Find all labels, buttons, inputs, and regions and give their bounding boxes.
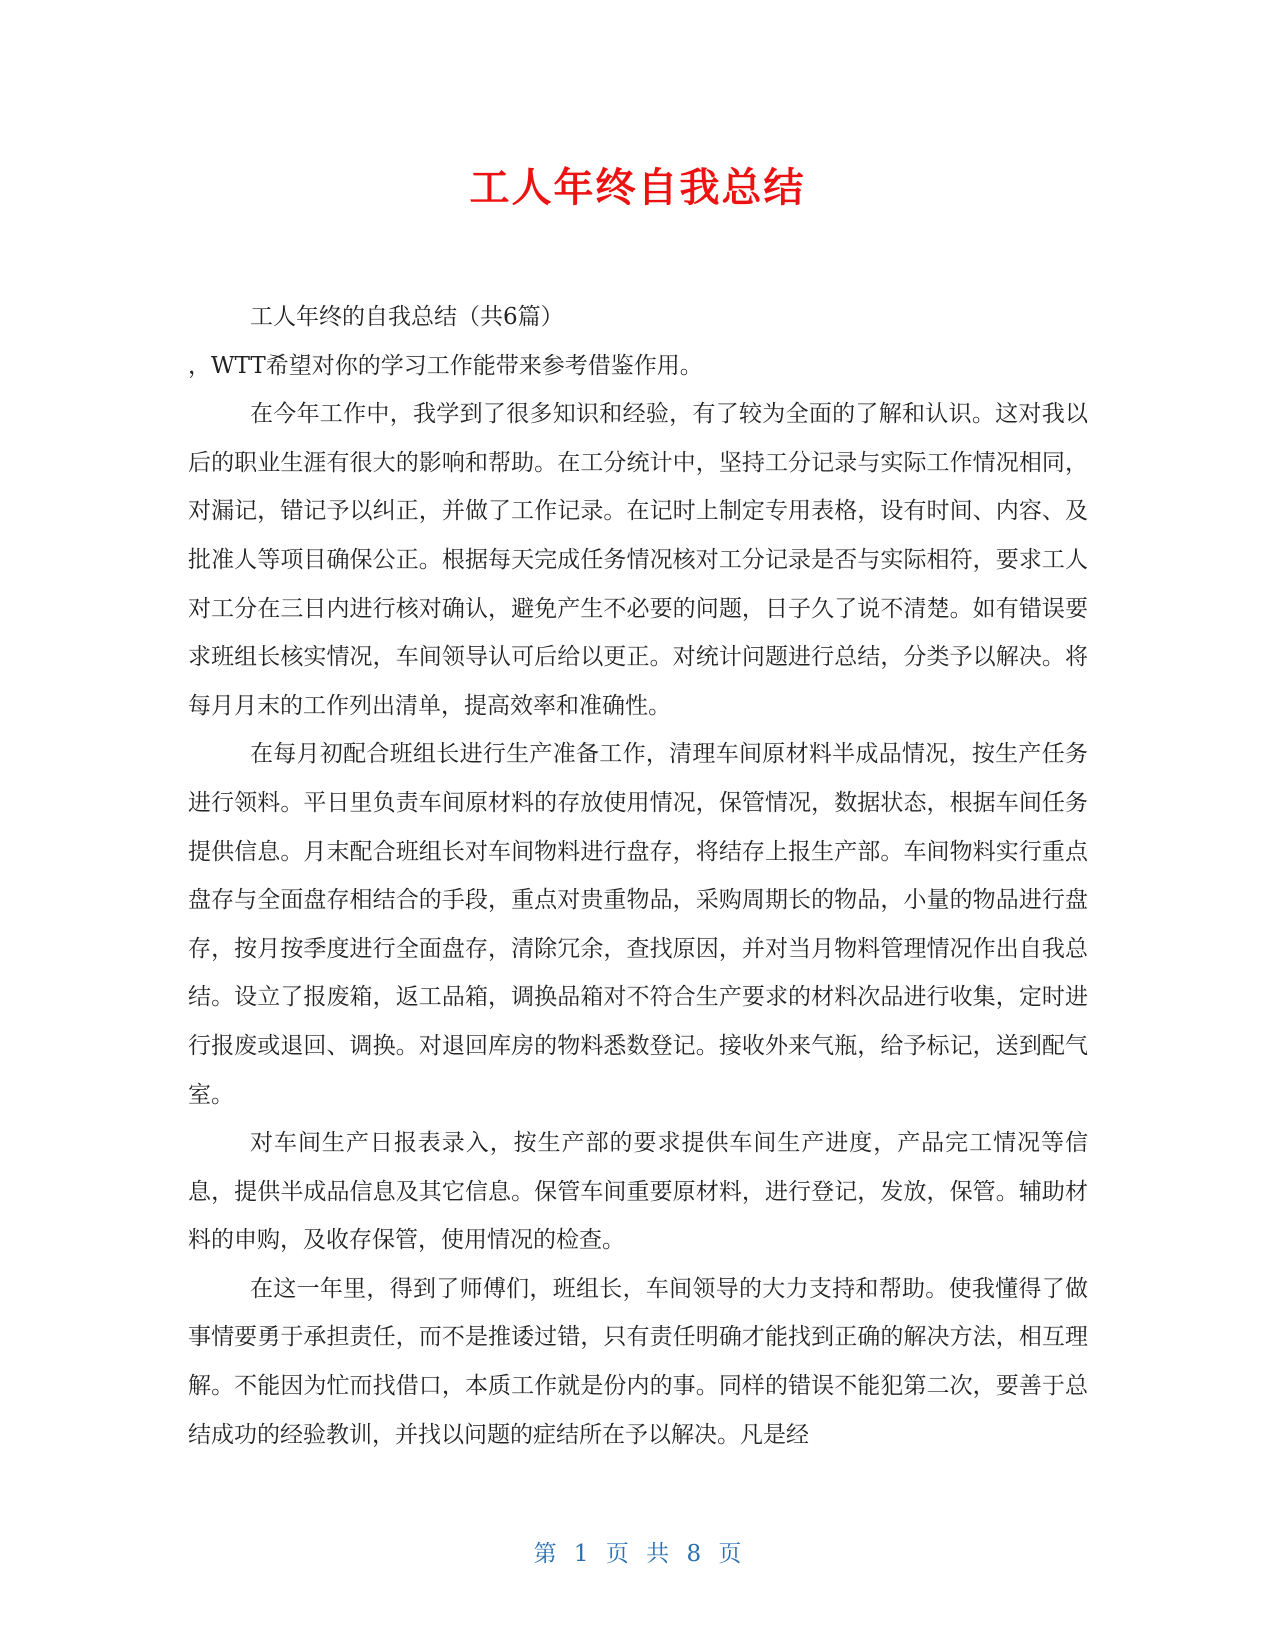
subtitle-paragraph: 工人年终的自我总结（共6篇） <box>250 304 564 330</box>
document-title: 工人年终自我总结 <box>469 165 806 211</box>
page-number-footer: 第 1 页 共 8 页 <box>533 1541 742 1567</box>
body-paragraph: 对车间生产日报表录入，按生产部的要求提供车间生产进度，产品完工情况等信息，提供半成品信息及其它信息。保管车间重要原材料，进行登记，发放，保管。辅助材料的申购，及收存保管，使用情况的检查。 <box>188 1130 1088 1254</box>
document-body <box>188 293 1088 1459</box>
body-paragraph: 在每月初配合班组长进行生产准备工作，清理车间原材料半成品情况，按生产任务进行领料。平日里负责车间原材料的存放使用情况，保管情况，数据状态，根据车间任务提供信息。月末配合班组长对车间物料进行盘存，将结存上报生产部。车间物料实行重点盘存与全面盘存相结合的手段，重点对贵重物品，采购周期长的物品，小量的物品进行盘存，按月按季度进行全面盘存，清除冗余，查找原因，并对当月物料管理情况作出自我总结。设立了报废箱，返工品箱，调换品箱对不符合生产要求的材料次品进行收集，定时进行报废或退回、调换。对退回库房的物料悉数登记。接收外来气瓶，给予标记，送到配气室。 <box>188 741 1088 1108</box>
body-paragraph: 在这一年里，得到了师傅们，班组长，车间领导的大力支持和帮助。使我懂得了做事情要勇于承担责任，而不是推诿过错，只有责任明确才能找到正确的解决方法，相互理解。不能因为忙而找借口，本质工作就是份内的事。同样的错误不能犯第二次，要善于总结成功的经验教训，并找以问题的症结所在予以解决。凡是经 <box>188 1275 1088 1448</box>
intro-paragraph: ，WTT希望对你的学习工作能带来参考借鉴作用。 <box>188 352 703 379</box>
body-paragraph: 在今年工作中，我学到了很多知识和经验，有了较为全面的了解和认识。这对我以后的职业生涯有很大的影响和帮助。在工分统计中，坚持工分记录与实际工作情况相同，对漏记，错记予以纠正，并做了工作记录。在记时上制定专用表格，设有时间、内容、及批准人等项目确保公正。根据每天完成任务情况核对工分记录是否与实际相符，要求工人对工分在三日内进行核对确认，避免产生不必要的问题，日子久了说不清楚。如有错误要求班组长核实情况，车间领导认可后给以更正。对统计问题进行总结，分类予以解决。将每月月末的工作列出清单，提高效率和准确性。 <box>188 401 1088 719</box>
